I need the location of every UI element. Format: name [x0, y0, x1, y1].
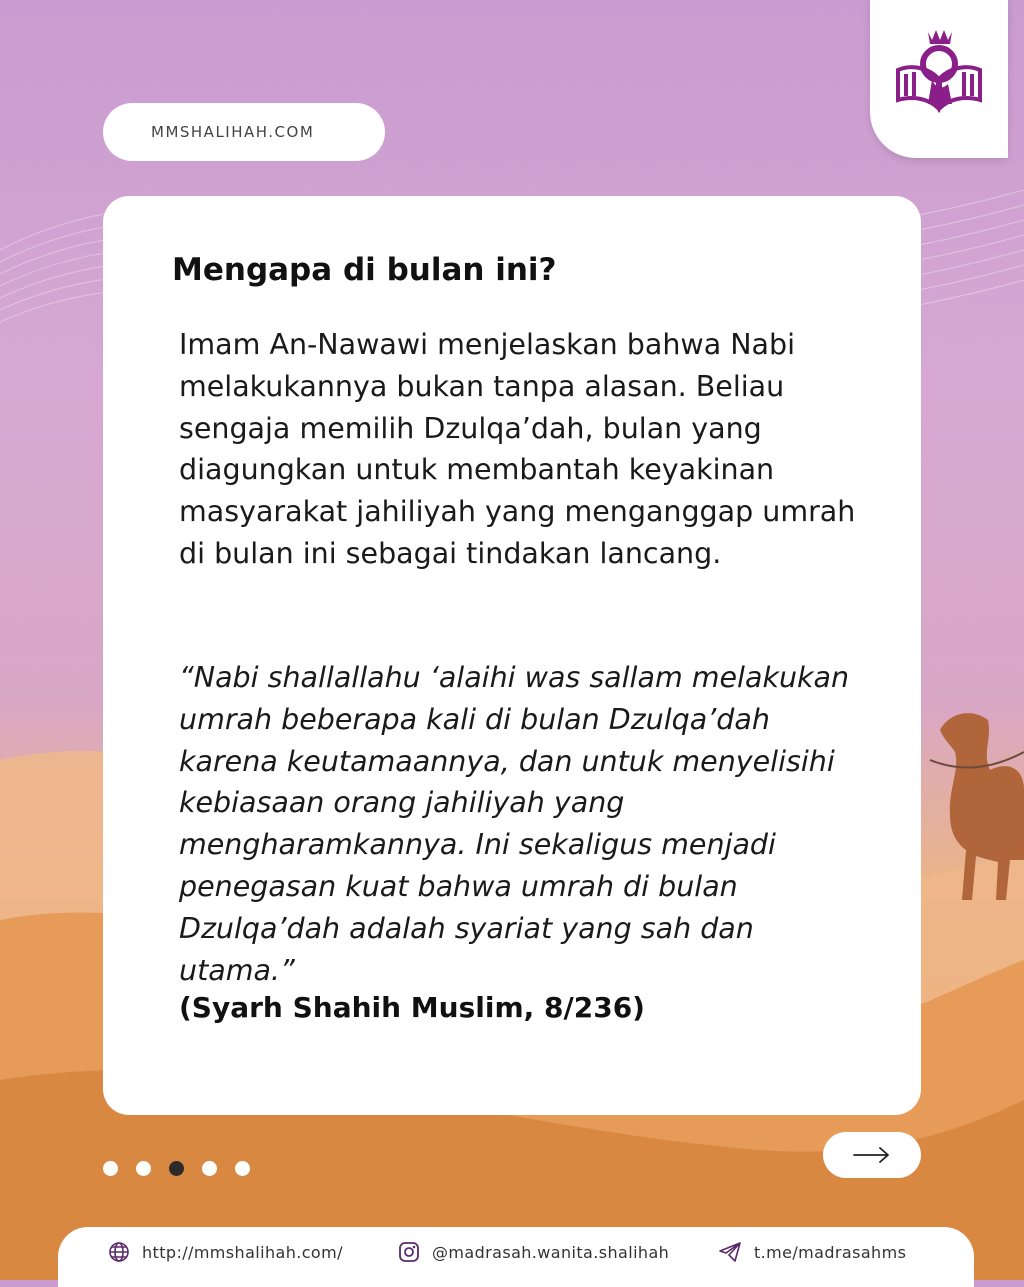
footer-instagram[interactable]	[398, 1241, 669, 1263]
globe-icon	[108, 1241, 130, 1263]
logo-tab	[870, 0, 1008, 158]
footer-telegram-text: t.me/madrasahms	[754, 1242, 907, 1262]
pagination-dot[interactable]	[235, 1161, 250, 1176]
content-card	[103, 196, 921, 1115]
footer-instagram-text: @madrasah.wanita.shalihah	[432, 1242, 670, 1262]
pagination-dot[interactable]	[202, 1161, 217, 1176]
instagram-icon	[398, 1241, 420, 1263]
arrow-right-icon	[852, 1145, 892, 1165]
site-label: MMSHALIHAH.COM	[151, 123, 315, 141]
footer-bar	[58, 1227, 974, 1287]
card-source-citation: (Syarh Shahih Muslim, 8/236)	[179, 991, 645, 1024]
card-quote-text: “Nabi shallallahu ‘alaihi was sallam melakukan umrah beberapa kali di bulan Dzulqa’dah karena keutamaannya, dan untuk menyelisihi kebiasaan orang jahiliyah yang mengharamkannya. Ini sekaligus menjadi penegasan kuat bahwa umrah di bulan Dzulqa’dah adalah syariat yang sah dan utama.”	[179, 661, 850, 987]
telegram-icon	[718, 1241, 742, 1263]
footer-telegram[interactable]	[718, 1241, 906, 1263]
pagination-dot[interactable]	[169, 1161, 184, 1176]
madrasah-logo-icon	[892, 24, 986, 118]
card-body-text: Imam An-Nawawi menjelaskan bahwa Nabi melakukannya bukan tanpa alasan. Beliau sengaja memilih Dzulqa’dah, bulan yang diagungkan untuk membantah keyakinan masyarakat jahiliyah yang menganggap umrah di bulan ini sebagai tindakan lancang.	[179, 328, 856, 570]
footer-website-text: http://mmshalihah.com/	[142, 1242, 343, 1262]
pagination-dot[interactable]	[103, 1161, 118, 1176]
pagination-dots	[103, 1161, 250, 1176]
pagination-dot[interactable]	[136, 1161, 151, 1176]
site-label-pill	[103, 103, 385, 161]
next-button[interactable]	[823, 1132, 921, 1178]
card-title: Mengapa di bulan ini?	[172, 252, 557, 288]
footer-website[interactable]	[108, 1241, 343, 1263]
